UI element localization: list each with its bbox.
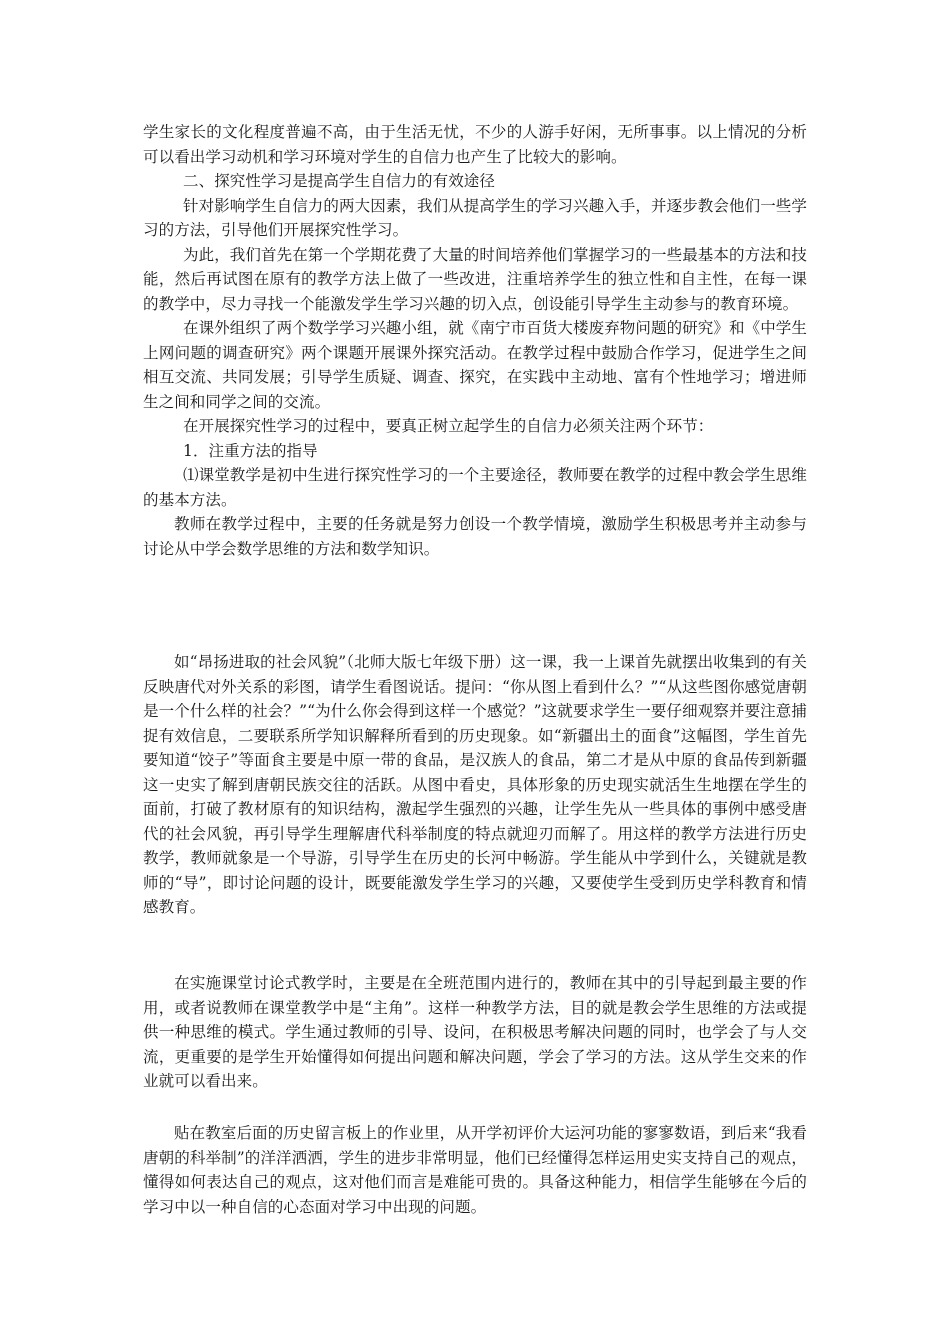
paragraph: 在开展探究性学习的过程中，要真正树立起学生的自信力必须关注两个环节： — [183, 417, 714, 435]
paragraph: 为此，我们首先在第一个学期花费了大量的时间培养他们掌握学习的一些最基本的方法和技能，然后再试图在原有的教学方法上做了一些改进，注重培养学生的独立性和自主性，在每一课的教学中，尽力寻找一个能激发学生学习兴趣的切入点，创设能引导学生主动参与的教育环境。 — [143, 245, 808, 313]
text-block-4 — [143, 1121, 807, 1219]
paragraph: 学生家长的文化程度普遍不高，由于生活无忧，不少的人游手好闲，无所事事。以上情况的分析可以看出学习动机和学习环境对学生的自信力也产生了比较大的影响。 — [143, 123, 807, 166]
paragraph: ⑴课堂教学是初中生进行探究性学习的一个主要途径，教师要在教学的过程中教会学生思维的基本方法。 — [143, 466, 808, 509]
paragraph: 教师在教学过程中，主要的任务就是努力创设一个教学情境，激励学生积极思考并主动参与讨论从中学会数学思维的方法和数学知识。 — [143, 515, 807, 558]
text-block-2 — [143, 650, 807, 920]
paragraph: 在实施课堂讨论式教学时，主要是在全班范围内进行的，教师在其中的引导起到最主要的作用，或者说教师在课堂教学中是“主角”。这样一种教学方法，目的就是教会学生思维的方法或提供一种思维的模式。学生通过教师的引导、设问，在积极思考解决问题的同时，也学会了与人交流，更重要的是学生开始懂得如何提出问题和解决问题，学会了学习的方法。这从学生交来的作业就可以看出来。 — [143, 974, 807, 1090]
subheading: 1．注重方法的指导 — [183, 441, 318, 460]
paragraph: 在课外组织了两个数学学习兴趣小组，就《南宁市百货大楼废弃物问题的研究》和《中学生上网问题的调查研究》两个课题开展课外探究活动。在教学过程中鼓励合作学习，促进学生之间相互交流、共同发展；引导学生质疑、调查、探究，在实践中主动地、富有个性地学习；增进师生之间和同学之间的交流。 — [143, 319, 808, 411]
section-heading: 二、探究性学习是提高学生自信力的有效途径 — [183, 172, 496, 190]
text-block-1 — [143, 120, 807, 561]
paragraph: 如“昂扬进取的社会风貌”（北师大版七年级下册）这一课，我一上课首先就摆出收集到的有关反映唐代对外关系的彩图，请学生看图说话。提问：“你从图上看到什么？”“从这些图你感觉唐朝是一个什么样的社会？”“为什么你会得到这样一个感觉？”这就要求学生一要仔细观察并要注意捕捉有效信息，二要联系所学知识解释所看到的历史现象。如“新疆出土的面食”这幅图，学生首先要知道“饺子”等面食主要是中原一带的食品，是汉族人的食品，第二才是从中原的食品传到新疆这一史实了解到唐朝民族交往的活跃。从图中看史，具体形象的历史现实就活生生地摆在学生的面前，打破了教材原有的知识结构，激起学生强烈的兴趣，让学生先从一些具体的事例中感受唐代的社会风貌，再引导学生理解唐代科举制度的特点就迎刃而解了。用这样的教学方法进行历史教学，教师就象是一个导游，引导学生在历史的长河中畅游。学生能从中学到什么，关键就是教师的“导”，即讨论问题的设计，既要能激发学生学习的兴趣，又要使学生受到历史学科教育和情感教育。 — [143, 653, 807, 916]
paragraph: 贴在教室后面的历史留言板上的作业里，从开学初评价大运河功能的寥寥数语，到后来“我看唐朝的科举制”的洋洋洒洒，学生的进步非常明显，他们已经懂得怎样运用史实支持自己的观点，懂得如何表达自己的观点，这对他们而言是难能可贵的。具备这种能力，相信学生能够在今后的学习中以一种自信的心态面对学习中出现的问题。 — [143, 1124, 807, 1216]
paragraph: 针对影响学生自信力的两大因素，我们从提高学生的学习兴趣入手，并逐步教会他们一些学习的方法，引导他们开展探究性学习。 — [143, 196, 808, 239]
text-block-3 — [143, 971, 807, 1094]
